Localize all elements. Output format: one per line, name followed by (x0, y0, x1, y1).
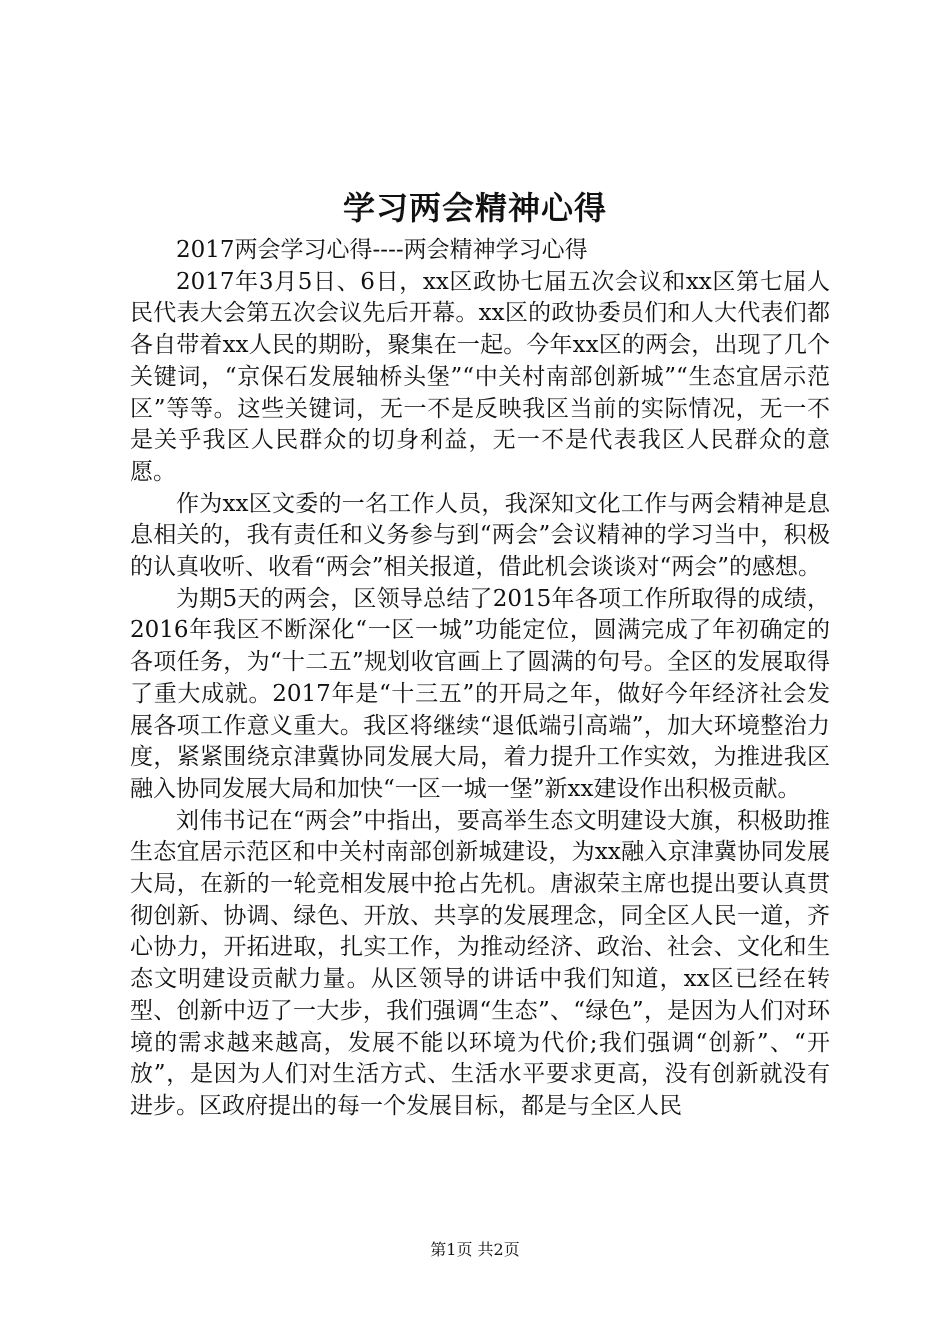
document-body (130, 235, 830, 1123)
document-title: 学习两会精神心得 (342, 189, 607, 227)
paragraph-subtitle: 2017两会学习心得----两会精神学习心得 (176, 237, 588, 263)
paragraph-1: 2017年3月5日、6日，xx区政协七届五次会议和xx区第七届人民代表大会第五次会议先后开幕。xx区的政协委员们和人大代表们都各自带着xx人民的期盼，聚集在一起。今年xx区的两会，出现了几个关键词，“京保石发展轴桥头堡”“中关村南部创新城”“生态宜居示范区”等等。这些关键词，无一不是反映我区当前的实际情况，无一不是关乎我区人民群众的切身利益，无一不是代表我区人民群众的意愿。 (130, 268, 830, 485)
paragraph-4: 刘伟书记在“两会”中指出，要高举生态文明建设大旗，积极助推生态宜居示范区和中关村南部创新城建设，为xx融入京津冀协同发展大局，在新的一轮竞相发展中抢占先机。唐淑荣主席也提出要认真贯彻创新、协调、绿色、开放、共享的发展理念，同全区人民一道，齐心协力，开拓进取，扎实工作，为推动经济、政治、社会、文化和生态文明建设贡献力量。从区领导的讲话中我们知道，xx区已经在转型、创新中迈了一大步，我们强调“生态”、“绿色”，是因为人们对环境的需求越来越高，发展不能以环境为代价;我们强调“创新”、“开放”，是因为人们对生活方式、生活水平要求更高，没有创新就没有进步。区政府提出的每一个发展目标，都是与全区人民 (130, 807, 830, 1119)
paragraph-2: 作为xx区文委的一名工作人员，我深知文化工作与两会精神是息息相关的，我有责任和义务参与到“两会”会议精神的学习当中，积极的认真收听、收看“两会”相关报道，借此机会谈谈对“两会”的感想。 (130, 490, 830, 581)
page-number-footer: 第1页 共2页 (430, 1240, 520, 1259)
paragraph-3: 为期5天的两会，区领导总结了2015年各项工作所取得的成绩，2016年我区不断深化“一区一城”功能定位，圆满完成了年初确定的各项任务，为“十二五”规划收官画上了圆满的句号。全区的发展取得了重大成就。2017年是“十三五”的开局之年，做好今年经济社会发展各项工作意义重大。我区将继续“退低端引高端”，加大环境整治力度，紧紧围绕京津冀协同发展大局，着力提升工作实效，为推进我区融入协同发展大局和加快“一区一城一堡”新xx建设作出积极贡献。 (130, 585, 830, 802)
